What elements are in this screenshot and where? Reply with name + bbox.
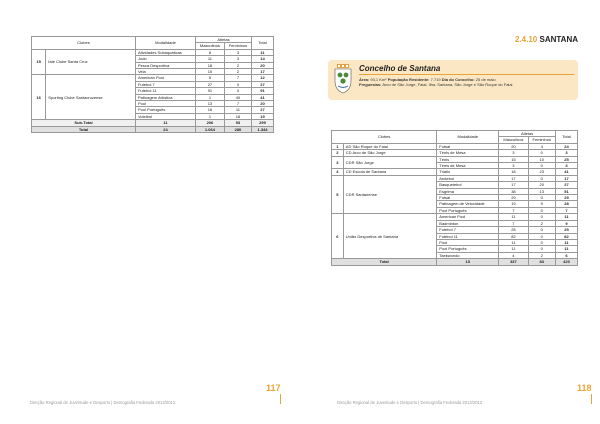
masculinos-cell: 1 (195, 94, 224, 100)
femininos-cell: 23 (528, 169, 555, 175)
masculinos-cell: 7 (499, 207, 528, 213)
masculinos-cell: 16 (195, 107, 224, 113)
femininos-cell: 20 (528, 182, 555, 188)
total-cell: 91 (252, 88, 274, 94)
club-number: 16 (32, 75, 46, 120)
table-row (332, 150, 578, 156)
femininos-cell: 0 (528, 207, 555, 213)
dia-label: Dia do Concelho: (441, 77, 475, 82)
total-cell: 9 (556, 220, 578, 226)
masculinos-cell: 91 (195, 88, 224, 94)
total-cell: 27 (252, 81, 274, 87)
left-athletes-table (31, 36, 274, 133)
masculinos-cell: 4 (499, 252, 528, 258)
col-total: Total (556, 131, 578, 144)
col-clubes: Clubes (32, 37, 136, 50)
club-name: CDR Santanense (343, 175, 436, 213)
col-clubes: Clubes (332, 131, 437, 144)
modalidade-cell: Pool (437, 239, 499, 245)
modalidade-cell: Badminton (437, 220, 499, 226)
total-modalidades: 24 (135, 126, 195, 132)
total-cell: 11 (556, 246, 578, 252)
santana-coat-of-arms-icon (332, 64, 354, 94)
modalidade-cell: Taekwondo (437, 252, 499, 258)
total-cell: 11 (252, 49, 274, 55)
page-number-right: 118 (577, 383, 592, 393)
total-cell: 28 (556, 201, 578, 207)
club-number: 6 (332, 214, 344, 259)
femininos-cell: 3 (224, 56, 251, 62)
femininos-cell: 11 (224, 107, 251, 113)
modalidade-cell: American Pool (437, 214, 499, 220)
femininos-cell: 0 (528, 227, 555, 233)
total-cell: 3 (556, 150, 578, 156)
footer-right: Direção Regional de Juventude e Desporto | Demografia Federada 2013/2012 (337, 400, 483, 405)
masculinos-cell: 17 (499, 175, 528, 181)
femininos-cell: 7 (224, 101, 251, 107)
total-cell: 20 (252, 62, 274, 68)
modalidade-cell: Judo (135, 56, 195, 62)
modalidade-cell: Pool Português (135, 107, 195, 113)
page-number-bar-left (280, 394, 281, 404)
total-modalidades: 15 (437, 259, 499, 265)
club-name: União Desportiva de Santana (343, 214, 436, 259)
club-number: 1 (332, 143, 344, 149)
modalidade-cell: Ténis de Mesa (437, 150, 499, 156)
masculinos-cell: 29 (499, 195, 528, 201)
masculinos-cell: 27 (195, 81, 224, 87)
col-masculinos: Masculinos (195, 43, 224, 49)
total-cell: 11 (556, 239, 578, 245)
masculinos-cell: 11 (499, 214, 528, 220)
table-row (32, 49, 274, 55)
modalidade-cell: Basquetebol (437, 182, 499, 188)
subtotal-total: 299 (252, 120, 274, 126)
masculinos-cell: 19 (499, 201, 528, 207)
modalidade-cell: Futebol 7 (437, 227, 499, 233)
modalidade-cell: Pesca Desportiva (135, 62, 195, 68)
modalidade-cell: American Pool (135, 75, 195, 81)
total-cell: 17 (252, 69, 274, 75)
masculinos-cell: 8 (195, 49, 224, 55)
femininos-cell: 3 (224, 49, 251, 55)
femininos-cell: 0 (528, 239, 555, 245)
total-cell: 25 (556, 227, 578, 233)
col-modalidade: Modalidade (437, 131, 499, 144)
masculinos-cell: 11 (499, 246, 528, 252)
total-total: 1.344 (252, 126, 274, 132)
col-femininos: Femininos (528, 137, 555, 143)
femininos-cell: 4 (528, 143, 555, 149)
total-cell: 41 (252, 94, 274, 100)
subtotal-masculinos: 206 (195, 120, 224, 126)
freguesias-value: Arco de São Jorge, Faial, Ilha, Santana, São Jorge e São Roque do Faial (382, 82, 513, 87)
section-header (515, 35, 578, 44)
total-label: Total (32, 126, 136, 132)
club-name: CDR São Jorge (343, 156, 436, 169)
table-row (332, 214, 578, 220)
subtotal-label: Sub-Total (32, 120, 136, 126)
masculinos-cell: 15 (499, 156, 528, 162)
total-cell: 11 (556, 214, 578, 220)
table-row (32, 75, 274, 81)
concelho-title-underline (359, 74, 574, 75)
masculinos-cell: 1 (195, 113, 224, 119)
club-number: 5 (332, 175, 344, 213)
total-cell: 14 (252, 56, 274, 62)
club-name: Sporting Clube Santacruzense (46, 75, 136, 120)
total-cell: 12 (252, 75, 274, 81)
femininos-cell: 0 (528, 246, 555, 252)
total-cell: 27 (556, 182, 578, 188)
femininos-cell: 0 (224, 81, 251, 87)
modalidade-cell: Esgrima (437, 188, 499, 194)
club-number: 3 (332, 156, 344, 169)
femininos-cell: 2 (224, 69, 251, 75)
concelho-title: Concelho de Santana (359, 64, 441, 73)
femininos-cell: 40 (224, 94, 251, 100)
femininos-cell: 0 (224, 88, 251, 94)
modalidade-cell: Patinagem de Velocidade (437, 201, 499, 207)
page-number-bar-right (591, 394, 592, 404)
femininos-cell: 2 (528, 252, 555, 258)
subtotal-femininos: 93 (224, 120, 251, 126)
masculinos-cell: 82 (499, 233, 528, 239)
femininos-cell: 2 (528, 220, 555, 226)
modalidade-cell: Futebol 11 (135, 88, 195, 94)
club-name: CD Escola de Santana (343, 169, 436, 175)
col-modalidade: Modalidade (135, 37, 195, 50)
population-value: 7.719 (430, 77, 441, 82)
masculinos-cell: 25 (499, 227, 528, 233)
femininos-cell: 13 (528, 188, 555, 194)
masculinos-cell: 18 (195, 62, 224, 68)
modalidade-cell: Atividades Subaquáticas (135, 49, 195, 55)
total-femininos: 280 (224, 126, 251, 132)
footer-left: Direção Regional de Juventude e Desporto | Demografia Federada 2013/2012 (30, 400, 176, 405)
masculinos-cell: 5 (195, 75, 224, 81)
masculinos-cell: 18 (499, 169, 528, 175)
total-masculinos: 1.064 (195, 126, 224, 132)
total-cell: 17 (556, 175, 578, 181)
femininos-cell: 2 (224, 62, 251, 68)
total-cell: 82 (556, 233, 578, 239)
col-atletas: Atletas (195, 37, 251, 43)
freguesias-label: Freguesias: (359, 82, 382, 87)
total-cell: 51 (556, 188, 578, 194)
area-value: 93,1 Km² (370, 77, 387, 82)
femininos-cell: 0 (528, 163, 555, 169)
femininos-cell: 0 (528, 150, 555, 156)
modalidade-cell: Andebol (437, 175, 499, 181)
masculinos-cell: 15 (195, 69, 224, 75)
masculinos-cell: 13 (195, 101, 224, 107)
masculinos-cell: 11 (499, 239, 528, 245)
area-label: Área: (359, 77, 370, 82)
page-number-left: 117 (266, 383, 281, 393)
total-cell: 19 (252, 113, 274, 119)
population-label: População Residente: (387, 77, 430, 82)
total-cell: 29 (556, 195, 578, 201)
club-name: AD São Roque do Faial (343, 143, 436, 149)
total-cell: 41 (556, 169, 578, 175)
total-cell: 27 (252, 107, 274, 113)
femininos-cell: 0 (528, 195, 555, 201)
total-masculinos: 337 (499, 259, 528, 265)
total-label: Total (332, 259, 437, 265)
section-name: SANTANA (539, 35, 578, 44)
total-total: 420 (556, 259, 578, 265)
club-number: 15 (32, 49, 46, 75)
modalidade-cell: Futsal (437, 195, 499, 201)
femininos-cell: 7 (224, 75, 251, 81)
modalidade-cell: Futsal (437, 143, 499, 149)
total-cell: 24 (556, 143, 578, 149)
masculinos-cell: 3 (499, 150, 528, 156)
total-cell: 3 (556, 163, 578, 169)
modalidade-cell: Pool Português (437, 246, 499, 252)
masculinos-cell: 11 (195, 56, 224, 62)
total-femininos: 83 (528, 259, 555, 265)
modalidade-cell: Futebol 11 (437, 233, 499, 239)
modalidade-cell: Ténis (437, 156, 499, 162)
total-cell: 6 (556, 252, 578, 258)
total-row (32, 126, 274, 132)
modalidade-cell: Triatlo (437, 169, 499, 175)
concelho-details (359, 77, 574, 87)
modalidade-cell: Futebol 7 (135, 81, 195, 87)
club-number: 2 (332, 150, 344, 156)
club-number: 4 (332, 169, 344, 175)
modalidade-cell: Pool Português (437, 207, 499, 213)
modalidade-cell: Patinagem Artística (135, 94, 195, 100)
femininos-cell: 18 (224, 113, 251, 119)
modalidade-cell: Voleibol (135, 113, 195, 119)
total-row (332, 259, 578, 265)
club-name: CD Arco de São Jorge (343, 150, 436, 156)
dia-value: 25 de maio (475, 77, 496, 82)
subtotal-modalidades: 11 (135, 120, 195, 126)
col-atletas: Atletas (499, 131, 556, 137)
col-femininos: Femininos (224, 43, 251, 49)
masculinos-cell: 20 (499, 143, 528, 149)
total-cell: 25 (556, 156, 578, 162)
modalidade-cell: Pool (135, 101, 195, 107)
masculinos-cell: 38 (499, 188, 528, 194)
right-athletes-table (331, 130, 578, 266)
femininos-cell: 0 (528, 233, 555, 239)
total-cell: 7 (556, 207, 578, 213)
masculinos-cell: 3 (499, 163, 528, 169)
section-number: 2.4.10 (515, 35, 538, 44)
masculinos-cell: 17 (499, 182, 528, 188)
modalidade-cell: Ténis de Mesa (437, 163, 499, 169)
femininos-cell: 0 (528, 214, 555, 220)
col-masculinos: Masculinos (499, 137, 528, 143)
femininos-cell: 10 (528, 156, 555, 162)
femininos-cell: 9 (528, 201, 555, 207)
femininos-cell: 0 (528, 175, 555, 181)
club-name: Iate Clube Santa Cruz (46, 49, 136, 75)
col-total: Total (252, 37, 274, 50)
masculinos-cell: 7 (499, 220, 528, 226)
total-cell: 20 (252, 101, 274, 107)
modalidade-cell: Vela (135, 69, 195, 75)
